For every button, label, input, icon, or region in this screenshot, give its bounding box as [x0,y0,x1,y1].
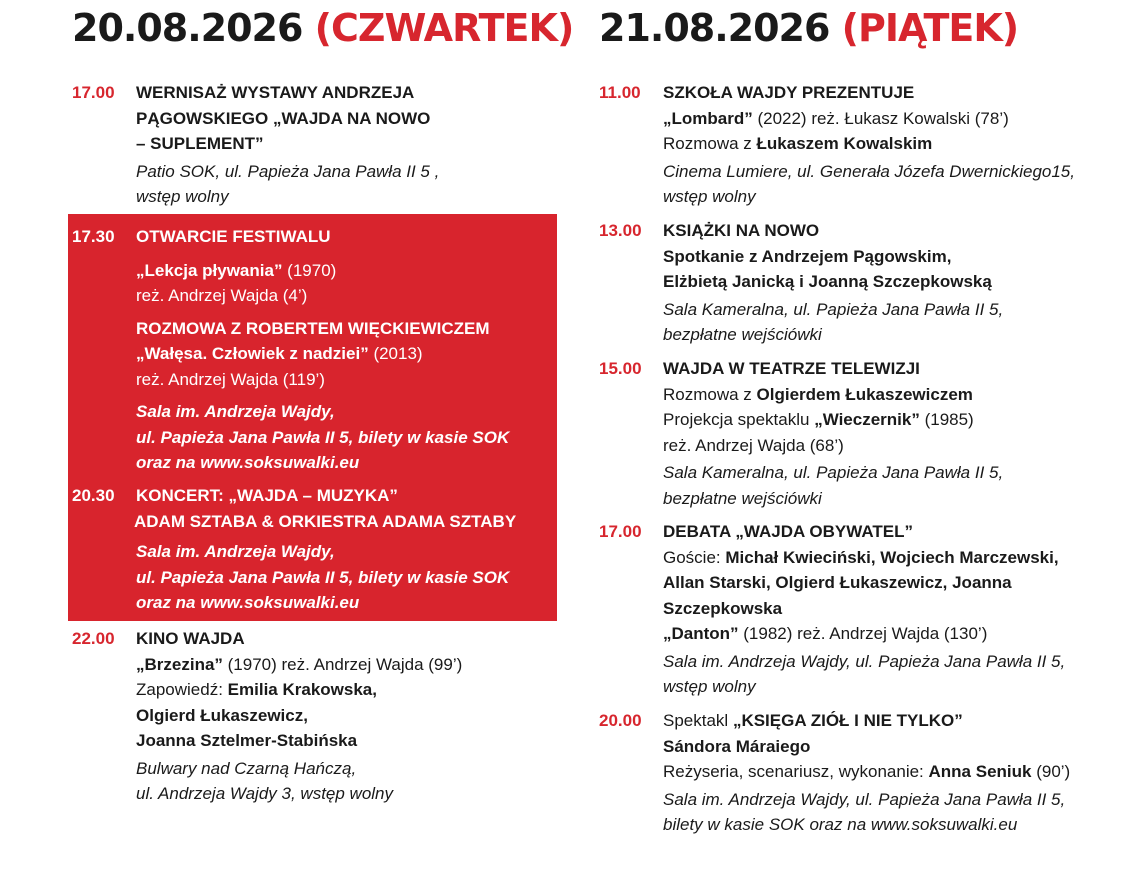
event-1500-tv-theatre [599,356,1129,511]
event-title [136,80,562,157]
event-title-line: KONCERT: „WAJDA – MUZYKA” [136,486,398,505]
event-title: KINO WAJDA [136,629,245,648]
announce-name: Joanna Sztelmer-Stabińska [136,731,358,750]
event-title-line: WERNISAŻ WYSTAWY ANDRZEJA [136,83,415,102]
event-time: 17.00 [72,83,115,102]
venue-line: wstęp wolny [663,677,756,696]
event-time: 13.00 [599,221,642,240]
film-line [663,621,1129,647]
event-1700-debate [599,519,1129,700]
event-title-line: ADAM SZTABA & ORKIESTRA ADAMA SZTABY [134,511,517,531]
day-weekday: (PIĄTEK) [841,6,1019,50]
film-line [663,106,1129,132]
film-title: „Brzezina” [136,654,223,674]
venue-line: Sala im. Andrzeja Wajdy, [136,542,335,561]
event-title-line [663,708,1129,734]
film-line [136,258,557,284]
venue-line: ul. Papieża Jana Pawła II 5, bilety w kasie SOK [136,427,510,447]
film-info: (1982) reż. Andrzej Wajda (130’) [738,624,988,643]
announce-label: Zapowiedź: [136,680,228,699]
venue-line: Sala im. Andrzeja Wajdy, ul. Papieża Jana Pawła II 5, [663,651,1066,671]
event-2000-performance [599,708,1129,838]
event-title-line: PĄGOWSKIEGO „WAJDA NA NOWO [136,108,431,128]
projection-director: reż. Andrzej Wajda (68’) [663,435,844,455]
venue-line: bezpłatne wejściówki [663,325,822,344]
meet-line: Spotkanie z Andrzejem Pągowskim, [663,246,952,266]
event-title-line: – SUPLEMENT” [136,134,264,153]
meet-line: Elżbietą Janicką i Joanną Szczepkowską [663,272,992,291]
announce-line [136,677,562,703]
film-title: „Lekcja pływania” [136,260,283,280]
day-weekday: (CZWARTEK) [314,6,574,50]
day-header-thursday [72,6,573,50]
talk-name: Łukaszem Kowalskim [756,134,933,153]
venue-line: oraz na www.soksuwalki.eu [136,593,360,612]
talk-line [663,382,1129,408]
event-venue [663,460,1129,511]
event-venue [663,297,1129,348]
guests-names: Michał Kwieciński, Wojciech Marczewski, [725,547,1059,567]
event-title: DEBATA „WAJDA OBYWATEL” [663,522,913,541]
event-time: 17.00 [599,522,642,541]
day-date: 20.08.2026 [72,6,303,50]
venue-line: Sala Kameralna, ul. Papieża Jana Pawła II 5, [663,299,1004,319]
event-venue [663,649,1129,700]
film-year: (2013) [368,344,423,363]
event-time: 17.30 [72,227,115,246]
event-venue [663,159,1129,210]
event-title: WAJDA W TEATRZE TELEWIZJI [663,359,920,378]
venue-line: Sala im. Andrzeja Wajdy, ul. Papieża Jana Pawła II 5, [663,789,1066,809]
event-time: 20.00 [599,711,642,730]
venue-line: bezpłatne wejściówki [663,488,822,508]
event-author: Sándora Máraiego [663,736,811,756]
film-line [136,341,557,367]
guests-line [663,545,1129,571]
event-title: OTWARCIE FESTIWALU [136,227,331,246]
venue-line: ul. Papieża Jana Pawła II 5, bilety w kasie SOK [136,567,510,587]
event-1100-school [599,80,1129,210]
credits-line [663,759,1129,785]
venue-line: Patio SOK, ul. Papieża Jana Pawła II 5 , [136,161,440,181]
guests-label: Goście: [663,547,726,567]
event-1300-books [599,218,1129,348]
projection-year: (1985) [919,410,974,429]
film-info: (2022) reż. Łukasz Kowalski (78’) [752,108,1009,128]
event-venue [663,787,1129,838]
film-year: (1970) [282,260,337,280]
event-venue [136,539,557,616]
talk-label: Rozmowa z [663,134,757,153]
venue-line: wstęp wolny [136,187,229,206]
venue-line: Sala im. Andrzeja Wajdy, [136,402,335,421]
event-title [136,483,557,534]
event-prefix: Spektakl [663,711,733,730]
venue-line: bilety w kasie SOK oraz na www.soksuwalki.eu [663,815,1018,834]
guests-names: Allan Starski, Olgierd Łukaszewicz, Joanna [663,573,1012,592]
announce-name: Emilia Krakowska, [227,680,377,699]
venue-line: oraz na www.soksuwalki.eu [136,453,360,472]
credits-duration: (90’) [1031,762,1071,781]
day-header-friday [599,6,1018,50]
projection-line [663,407,1129,433]
film-title: „Danton” [663,624,739,643]
credits-name: Anna Seniuk [928,762,1032,781]
film-title: „Wałęsa. Człowiek z nadziei” [136,344,369,363]
talk-label: Rozmowa z [663,384,757,404]
event-2030-concert [72,483,557,616]
event-venue [136,159,562,210]
venue-line: Cinema Lumiere, ul. Generała Józefa Dwernickiego15, [663,161,1075,181]
event-time: 15.00 [599,359,642,378]
event-time: 20.30 [72,486,115,505]
venue-line: Sala Kameralna, ul. Papieża Jana Pawła II 5, [663,463,1004,482]
film-director: reż. Andrzej Wajda (119’) [136,369,325,389]
event-2200-cinema [72,626,562,807]
event-title: „KSIĘGA ZIÓŁ I NIE TYLKO” [732,711,963,730]
event-title: KSIĄŻKI NA NOWO [663,221,820,240]
day-date: 21.08.2026 [599,6,830,50]
event-time: 22.00 [72,629,115,648]
event-time: 11.00 [599,83,641,102]
venue-line: wstęp wolny [663,187,756,206]
film-title: „Lombard” [663,108,753,128]
film-info: (1970) reż. Andrzej Wajda (99’) [222,654,463,674]
announce-name: Olgierd Łukaszewicz, [136,705,308,725]
projection-title: „Wieczernik” [814,410,920,429]
film-line [136,652,562,678]
event-1700-vernissage [72,80,562,210]
venue-line: Bulwary nad Czarną Hańczą, [136,758,357,778]
guests-names: Szczepkowska [663,598,783,618]
projection-label: Projekcja spektaklu [663,410,815,429]
talk-title: ROZMOWA Z ROBERTEM WIĘCKIEWICZEM [136,318,490,338]
film-director: reż. Andrzej Wajda (4’) [136,286,308,305]
event-venue [136,756,562,807]
event-1730-opening [72,224,557,476]
event-venue [136,399,557,476]
event-title: SZKOŁA WAJDY PREZENTUJE [663,83,915,102]
talk-line [663,131,1129,157]
talk-name: Olgierdem Łukaszewiczem [756,384,973,404]
credits-label: Reżyseria, scenariusz, wykonanie: [663,762,929,781]
venue-line: ul. Andrzeja Wajdy 3, wstęp wolny [136,784,394,803]
highlight-box [68,214,557,621]
